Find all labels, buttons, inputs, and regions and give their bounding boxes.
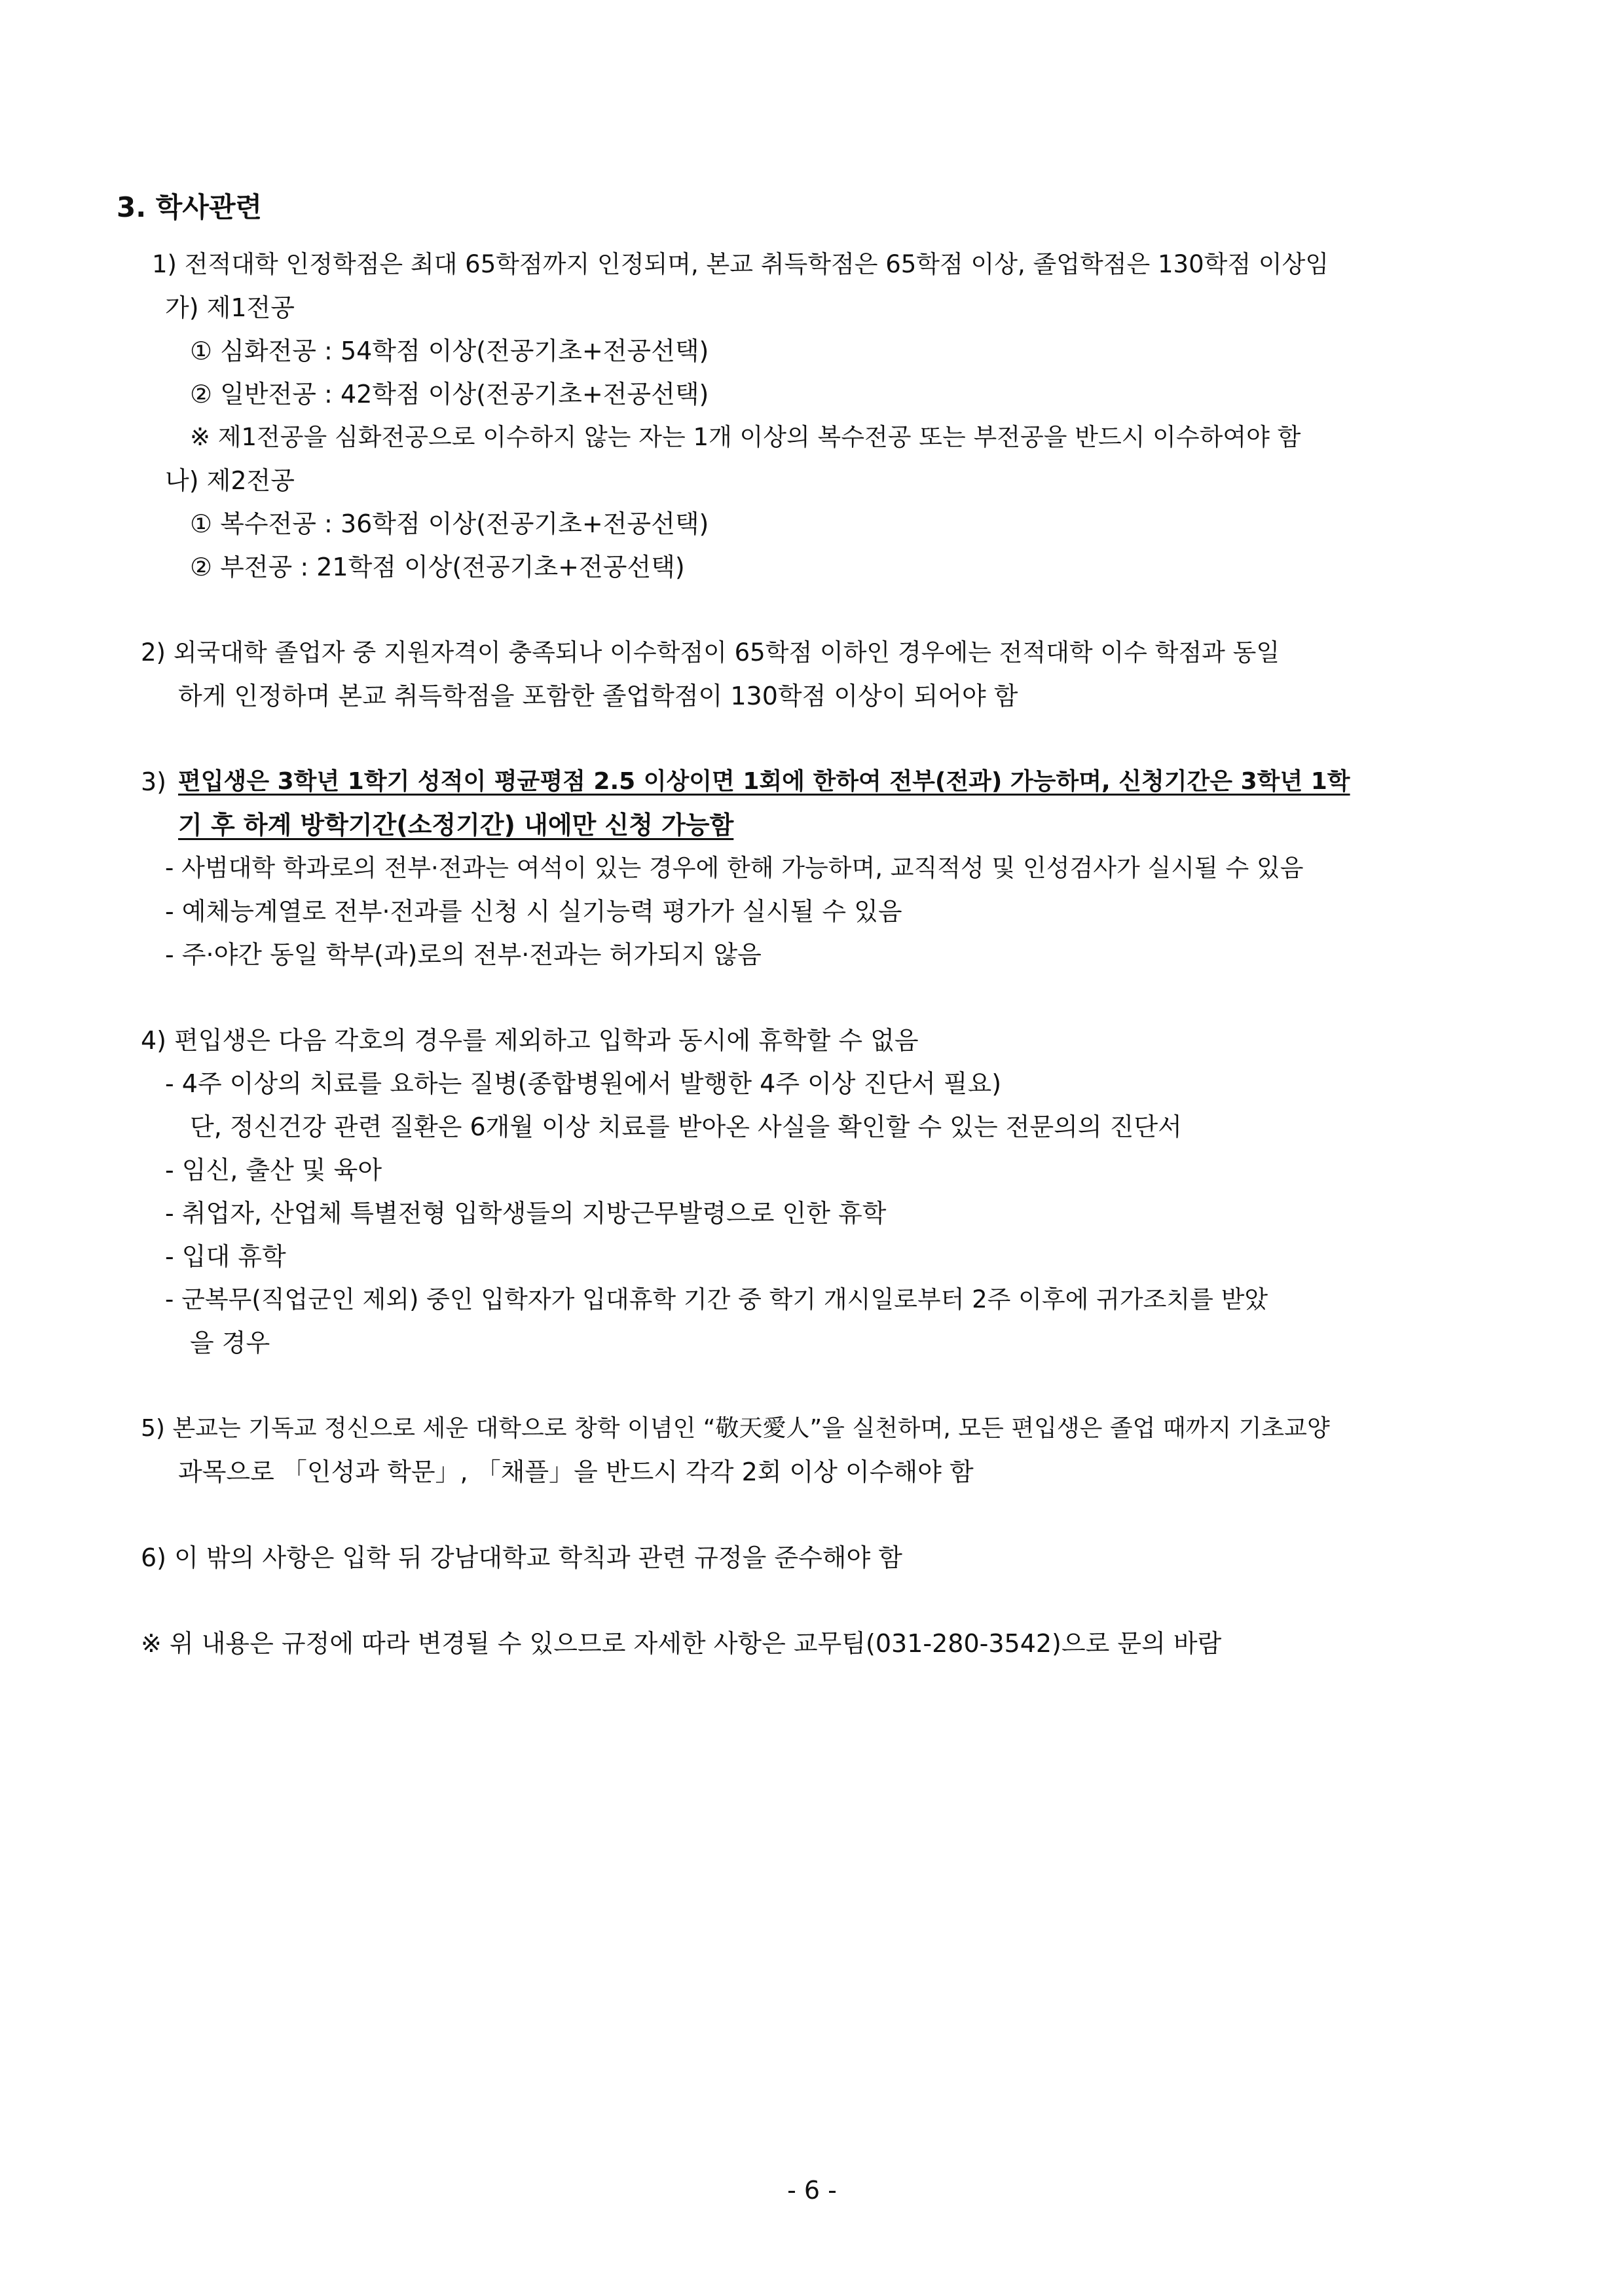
item-1-sub-a-line: ② 일반전공 : 42학점 이상(전공기초+전공선택)	[190, 380, 709, 409]
section-title: 3. 학사관련	[117, 191, 263, 223]
item-6-text: 6) 이 밖의 사항은 입학 뒤 강남대학교 학칙과 관련 규정을 준수해야 함	[141, 1543, 902, 1572]
item-4-line: - 입대 휴학	[165, 1242, 286, 1271]
item-1-sub-b-label: 나) 제2전공	[165, 466, 295, 495]
item-4-line: - 취업자, 산업체 특별전형 입학생들의 지방근무발령으로 인한 휴학	[165, 1199, 887, 1228]
item-3-bullet: - 주·야간 동일 학부(과)로의 전부·전과는 허가되지 않음	[165, 940, 762, 969]
item-4-line: 단, 정신건강 관련 질환은 6개월 이상 치료를 받아온 사실을 확인할 수 있는 전문의의 진단서	[190, 1112, 1182, 1141]
contact-note: ※ 위 내용은 규정에 따라 변경될 수 있으므로 자세한 사항은 교무팀(031-280-3542)으로 문의 바람	[141, 1629, 1222, 1658]
item-3-emphasis-line: 기 후 하계 방학기간(소정기간) 내에만 신청 가능함	[178, 811, 734, 839]
item-5-line: 5) 본교는 기독교 정신으로 세운 대학으로 창학 이념인 “敬天愛人”을 실천하며, 모든 편입생은 졸업 때까지 기초교양	[141, 1415, 1330, 1442]
item-3-number: 3)	[141, 767, 167, 796]
item-5-line: 과목으로 「인성과 학문」, 「채플」을 반드시 각각 2회 이상 이수해야 함	[178, 1458, 974, 1486]
item-1-sub-a-line: ① 심화전공 : 54학점 이상(전공기초+전공선택)	[190, 337, 709, 365]
item-2-line: 하게 인정하며 본교 취득학점을 포함한 졸업학점이 130학점 이상이 되어야 함	[178, 682, 1018, 710]
item-4-text: 4) 편입생은 다음 각호의 경우를 제외하고 입학과 동시에 휴학할 수 없음	[141, 1026, 919, 1055]
page-number: - 6 -	[787, 2176, 837, 2205]
item-2-line: 2) 외국대학 졸업자 중 지원자격이 충족되나 이수학점이 65학점 이하인 경우에는 전적대학 이수 학점과 동일	[141, 638, 1280, 667]
item-3-bullet: - 사범대학 학과로의 전부·전과는 여석이 있는 경우에 한해 가능하며, 교직적성 및 인성검사가 실시될 수 있음	[165, 854, 1304, 882]
item-1-sub-b-line: ① 복수전공 : 36학점 이상(전공기초+전공선택)	[190, 509, 709, 538]
item-4-line: - 4주 이상의 치료를 요하는 질병(종합병원에서 발행한 4주 이상 진단서 필요)	[165, 1069, 1002, 1098]
item-1-text: 1) 전적대학 인정학점은 최대 65학점까지 인정되며, 본교 취득학점은 65학점 이상, 졸업학점은 130학점 이상임	[152, 250, 1329, 278]
item-4-line: - 군복무(직업군인 제외) 중인 입학자가 입대휴학 기간 중 학기 개시일로부터 2주 이후에 귀가조치를 받았	[165, 1285, 1268, 1313]
item-4-line: - 임신, 출산 및 육아	[165, 1156, 382, 1184]
item-3-emphasis-line: 편입생은 3학년 1학기 성적이 평균평점 2.5 이상이면 1회에 한하여 전부(전과) 가능하며, 신청기간은 3학년 1학	[178, 768, 1350, 795]
item-3-bullet: - 예체능계열로 전부·전과를 신청 시 실기능력 평가가 실시될 수 있음	[165, 897, 902, 926]
item-1-sub-a-label: 가) 제1전공	[165, 293, 295, 322]
item-1-sub-a-note: ※ 제1전공을 심화전공으로 이수하지 않는 자는 1개 이상의 복수전공 또는 부전공을 반드시 이수하여야 함	[190, 423, 1301, 451]
item-4-line: 을 경우	[190, 1329, 270, 1357]
item-1-sub-b-line: ② 부전공 : 21학점 이상(전공기초+전공선택)	[190, 553, 685, 581]
